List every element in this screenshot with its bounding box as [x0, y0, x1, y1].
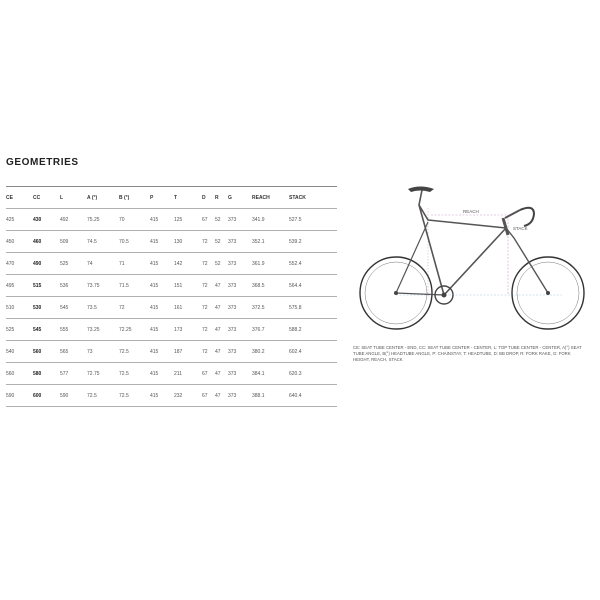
table-cell: 373 — [228, 341, 252, 363]
page-title: GEOMETRIES — [6, 157, 79, 168]
table-cell: 72 — [119, 297, 150, 319]
table-cell: 70 — [119, 209, 150, 231]
geometry-table — [6, 186, 337, 407]
table-cell: 361.9 — [252, 253, 289, 275]
table-cell: 72.75 — [87, 363, 119, 385]
table-cell: 373 — [228, 209, 252, 231]
table-cell: 373 — [228, 231, 252, 253]
table-cell: 560 — [33, 341, 60, 363]
table-cell: 415 — [150, 231, 174, 253]
table-cell: 525 — [60, 253, 87, 275]
table-row — [6, 275, 337, 297]
column-header: CC — [33, 187, 60, 209]
table-row — [6, 319, 337, 341]
fork — [506, 228, 548, 293]
seatpost — [419, 190, 422, 205]
table-cell: 415 — [150, 363, 174, 385]
table-cell: 380.2 — [252, 341, 289, 363]
table-cell: 545 — [33, 319, 60, 341]
frame-outline — [419, 205, 506, 295]
table-cell: 450 — [6, 231, 33, 253]
handlebar — [520, 208, 534, 226]
column-header: B (°) — [119, 187, 150, 209]
table-cell: 72.5 — [119, 385, 150, 407]
table-row — [6, 385, 337, 407]
column-header: CE — [6, 187, 33, 209]
table-cell: 341.9 — [252, 209, 289, 231]
table-cell: 588.2 — [289, 319, 337, 341]
table-cell: 492 — [60, 209, 87, 231]
table-cell: 232 — [174, 385, 202, 407]
table-cell: 72 — [202, 231, 215, 253]
table-cell: 211 — [174, 363, 202, 385]
table-header-row — [6, 187, 337, 209]
table-cell: 510 — [6, 297, 33, 319]
column-header: A (°) — [87, 187, 119, 209]
table-row — [6, 231, 337, 253]
table-cell: 72 — [202, 319, 215, 341]
table-row — [6, 363, 337, 385]
table-cell: 564.4 — [289, 275, 337, 297]
table-cell: 75.25 — [87, 209, 119, 231]
table-cell: 388.1 — [252, 385, 289, 407]
table-cell: 415 — [150, 385, 174, 407]
table-cell: 73.25 — [87, 319, 119, 341]
table-row — [6, 209, 337, 231]
table-cell: 70.5 — [119, 231, 150, 253]
table-cell: 130 — [174, 231, 202, 253]
table-cell: 161 — [174, 297, 202, 319]
table-cell: 577 — [60, 363, 87, 385]
table-cell: 373 — [228, 363, 252, 385]
table-cell: 72.5 — [119, 341, 150, 363]
table-cell: 74.5 — [87, 231, 119, 253]
table-cell: 525 — [6, 319, 33, 341]
table-cell: 73 — [87, 341, 119, 363]
table-cell: 67 — [202, 385, 215, 407]
table-cell: 72 — [202, 253, 215, 275]
column-header: P — [150, 187, 174, 209]
table-cell: 151 — [174, 275, 202, 297]
table-cell: 67 — [202, 209, 215, 231]
table-cell: 73.5 — [87, 297, 119, 319]
table-cell: 173 — [174, 319, 202, 341]
table-cell: 620.3 — [289, 363, 337, 385]
table-cell: 415 — [150, 253, 174, 275]
table-cell: 415 — [150, 297, 174, 319]
reach-label: REACH — [463, 209, 479, 214]
bike-geometry-diagram — [348, 180, 594, 340]
head-tube — [503, 218, 508, 235]
table-row — [6, 341, 337, 363]
front-hub — [546, 291, 550, 295]
table-cell: 72.5 — [119, 363, 150, 385]
table-cell: 67 — [202, 363, 215, 385]
table-cell: 536 — [60, 275, 87, 297]
table-cell: 72.25 — [119, 319, 150, 341]
column-header: G — [228, 187, 252, 209]
table-cell: 373 — [228, 297, 252, 319]
table-cell: 555 — [60, 319, 87, 341]
table-cell: 52 — [215, 209, 228, 231]
table-cell: 415 — [150, 209, 174, 231]
table-cell: 372.5 — [252, 297, 289, 319]
table-cell: 580 — [33, 363, 60, 385]
table-cell: 72 — [202, 341, 215, 363]
column-header: L — [60, 187, 87, 209]
table-row — [6, 297, 337, 319]
column-header: T — [174, 187, 202, 209]
table-cell: 125 — [174, 209, 202, 231]
table-cell: 376.7 — [252, 319, 289, 341]
table-cell: 425 — [6, 209, 33, 231]
table-cell: 71 — [119, 253, 150, 275]
table-cell: 527.5 — [289, 209, 337, 231]
table-cell: 530 — [33, 297, 60, 319]
table-cell: 72 — [202, 275, 215, 297]
table-cell: 47 — [215, 297, 228, 319]
table-cell: 373 — [228, 319, 252, 341]
rear-hub — [394, 291, 398, 295]
table-cell: 47 — [215, 319, 228, 341]
table-cell: 565 — [60, 341, 87, 363]
table-cell: 495 — [6, 275, 33, 297]
table-cell: 187 — [174, 341, 202, 363]
table-cell: 430 — [33, 209, 60, 231]
table-cell: 74 — [87, 253, 119, 275]
column-header: STACK — [289, 187, 337, 209]
table-cell: 545 — [60, 297, 87, 319]
table-cell: 600 — [33, 385, 60, 407]
table-cell: 72.5 — [87, 385, 119, 407]
table-cell: 552.4 — [289, 253, 337, 275]
rear-triangle — [396, 222, 444, 295]
table-cell: 560 — [6, 363, 33, 385]
table-cell: 71.5 — [119, 275, 150, 297]
table-cell: 52 — [215, 231, 228, 253]
table-cell: 470 — [6, 253, 33, 275]
table-cell: 368.5 — [252, 275, 289, 297]
table-row — [6, 253, 337, 275]
table-cell: 415 — [150, 319, 174, 341]
table-cell: 490 — [33, 253, 60, 275]
table-cell: 515 — [33, 275, 60, 297]
table-cell: 415 — [150, 341, 174, 363]
table-cell: 142 — [174, 253, 202, 275]
stack-label: STACK — [513, 226, 528, 231]
table-cell: 373 — [228, 275, 252, 297]
table-cell: 590 — [6, 385, 33, 407]
column-header: R — [215, 187, 228, 209]
table-cell: 602.4 — [289, 341, 337, 363]
table-cell: 509 — [60, 231, 87, 253]
table-cell: 540 — [6, 341, 33, 363]
column-header: REACH — [252, 187, 289, 209]
table-cell: 575.8 — [289, 297, 337, 319]
table-cell: 52 — [215, 253, 228, 275]
table-cell: 47 — [215, 341, 228, 363]
column-header: D — [202, 187, 215, 209]
table-cell: 72 — [202, 297, 215, 319]
table-cell: 415 — [150, 275, 174, 297]
table-cell: 373 — [228, 253, 252, 275]
stem — [505, 210, 520, 218]
table-cell: 539.2 — [289, 231, 337, 253]
table-cell: 47 — [215, 385, 228, 407]
table-cell: 47 — [215, 363, 228, 385]
table-cell: 640.4 — [289, 385, 337, 407]
bottom-bracket — [442, 293, 447, 298]
table-cell: 384.1 — [252, 363, 289, 385]
table-cell: 373 — [228, 385, 252, 407]
table-cell: 590 — [60, 385, 87, 407]
table-body — [6, 209, 337, 407]
geometry-caption: CE: SEAT TUBE CENTER - END, CC: SEAT TUBE CENTER - CENTER, L: TOP TUBE CENTER - CENTER, A(°) SEAT TUBE ANGLE, B(°) HEADTUBE ANGLE, P: CHAINSTAY, T: HEADTUBE, D: BB DROP, R: FORK RAKE, G: FORK HEIGHT, REACH, STACK — [353, 345, 582, 363]
table-cell: 352.1 — [252, 231, 289, 253]
table-cell: 47 — [215, 275, 228, 297]
table-cell: 460 — [33, 231, 60, 253]
table-cell: 73.75 — [87, 275, 119, 297]
